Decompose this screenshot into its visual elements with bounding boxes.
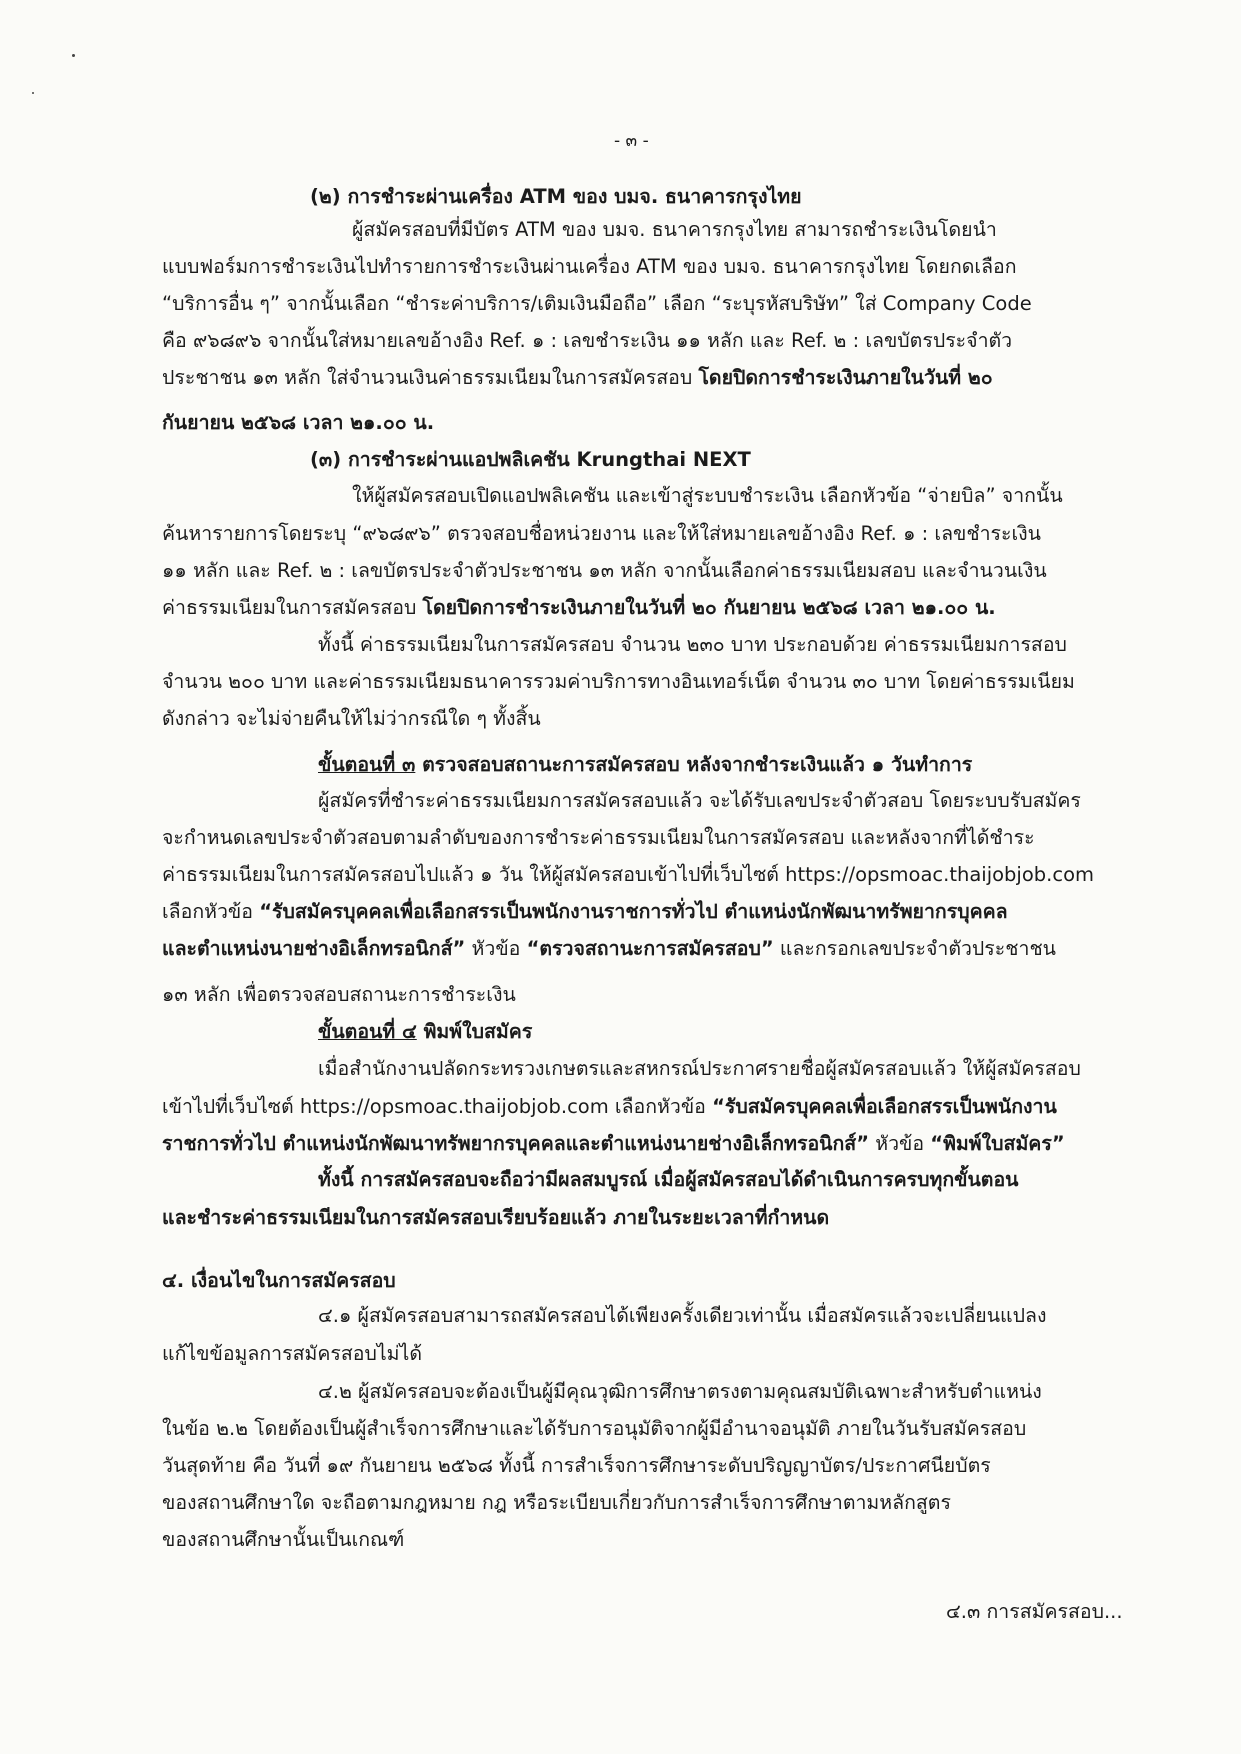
text-run: เข้าไปที่เว็บไซต์ https://opsmoac.thaijobjob.com เลือกหัวข้อ (162, 1095, 713, 1118)
step-title: พิมพ์ใบสมัคร (416, 1020, 533, 1043)
scan-speck (72, 54, 75, 57)
deadline-text: กันยายน ๒๕๖๘ เวลา ๒๑.๐๐ น. (162, 411, 435, 434)
topic-title: “รับสมัครบุคคลเพื่อเลือกสรรเป็นพนักงาน (712, 1095, 1057, 1118)
topic-title: “รับสมัครบุคคลเพื่อเลือกสรรเป็นพนักงานราชการทั่วไป ตำแหน่งนักพัฒนาทรัพยากรบุคคล (259, 900, 1008, 923)
page-number: - ๓ - (614, 131, 649, 151)
paragraph-line: ให้ผู้สมัครสอบเปิดแอปพลิเคชัน และเข้าสู่ระบบชำระเงิน เลือกหัวข้อ “จ่ายบิล” จากนั้น (352, 484, 1063, 507)
text-run: ประชาชน ๑๓ หลัก ใส่จำนวนเงินค่าธรรมเนียมในการสมัครสอบ (162, 366, 699, 389)
deadline-text: โดยปิดการชำระเงินภายในวันที่ ๒๐ (698, 366, 993, 389)
paragraph-line: ทั้งนี้ การสมัครสอบจะถือว่ามีผลสมบูรณ์ เมื่อผู้สมัครสอบได้ดำเนินการครบทุกขั้นตอน (318, 1168, 1019, 1191)
paragraph-line: ๔.๑ ผู้สมัครสอบสามารถสมัครสอบได้เพียงครั้งเดียวเท่านั้น เมื่อสมัครแล้วจะเปลี่ยนแปลง (318, 1304, 1047, 1327)
paragraph-line: ผู้สมัครสอบที่มีบัตร ATM ของ บมจ. ธนาคารกรุงไทย สามารถชำระเงินโดยนำ (352, 218, 997, 241)
paragraph-line: เมื่อสำนักงานปลัดกระทรวงเกษตรและสหกรณ์ประกาศรายชื่อผู้สมัครสอบแล้ว ให้ผู้สมัครสอบ (318, 1057, 1081, 1080)
paragraph-line: วันสุดท้าย คือ วันที่ ๑๙ กันยายน ๒๕๖๘ ทั้งนี้ การสำเร็จการศึกษาระดับปริญญาบัตร/ประกาศนียบัตร (162, 1454, 991, 1477)
step-title: ตรวจสอบสถานะการสมัครสอบ หลังจากชำระเงินแล้ว ๑ วันทำการ (415, 753, 973, 776)
paragraph-line: ในข้อ ๒.๒ โดยต้องเป็นผู้สำเร็จการศึกษาและได้รับการอนุมัติจากผู้มีอำนาจอนุมัติ ภายในวันรับสมัครสอบ (162, 1417, 1027, 1440)
step-label: ขั้นตอนที่ ๔ (318, 1020, 417, 1043)
topic-title: และตำแหน่งนายช่างอิเล็กทรอนิกส์” (162, 937, 466, 960)
paragraph-line: ผู้สมัครที่ชำระค่าธรรมเนียมการสมัครสอบแล้ว จะได้รับเลขประจำตัวสอบ โดยระบบรับสมัคร (318, 789, 1081, 812)
paragraph-line: ค้นหารายการโดยระบุ “๙๖๘๙๖” ตรวจสอบชื่อหน่วยงาน และให้ใส่หมายเลขอ้างอิง Ref. ๑ : เลขชำระเงิน (162, 522, 1042, 545)
topic-title: “ตรวจสถานะการสมัครสอบ” (526, 937, 774, 960)
section-heading-app: (๓) การชำระผ่านแอปพลิเคชัน Krungthai NEXT (310, 448, 751, 471)
paragraph-line: ๑๑ หลัก และ Ref. ๒ : เลขบัตรประจำตัวประชาชน ๑๓ หลัก จากนั้นเลือกค่าธรรมเนียมสอบ และจำนวนเงิน (162, 559, 1047, 582)
paragraph-line: จะกำหนดเลขประจำตัวสอบตามลำดับของการชำระค่าธรรมเนียมในการสมัครสอบ และหลังจากที่ได้ชำระ (162, 826, 1035, 849)
section-4-heading: ๔. เงื่อนไขในการสมัครสอบ (162, 1269, 396, 1292)
paragraph-line: แก้ไขข้อมูลการสมัครสอบไม่ได้ (162, 1342, 422, 1365)
continuation-text: ๔.๓ การสมัครสอบ... (946, 1600, 1123, 1623)
paragraph-line (162, 593, 996, 623)
paragraph-line: ของสถานศึกษานั้นเป็นเกณฑ์ (162, 1528, 405, 1551)
paragraph-line: ๔.๒ ผู้สมัครสอบจะต้องเป็นผู้มีคุณวุฒิการศึกษาตรงตามคุณสมบัติเฉพาะสำหรับตำแหน่ง (318, 1380, 1042, 1403)
step-4-heading (318, 1017, 532, 1047)
text-run: หัวข้อ (465, 937, 527, 960)
paragraph-line: “บริการอื่น ๆ” จากนั้นเลือก “ชำระค่าบริการ/เติมเงินมือถือ” เลือก “ระบุรหัสบริษัท” ใส่ Company Code (162, 292, 1032, 315)
step-label: ขั้นตอนที่ ๓ (318, 753, 416, 776)
scan-speck (32, 92, 34, 94)
topic-title: ราชการทั่วไป ตำแหน่งนักพัฒนาทรัพยากรบุคคลและตำแหน่งนายช่างอิเล็กทรอนิกส์” (162, 1132, 870, 1155)
paragraph-line: ทั้งนี้ ค่าธรรมเนียมในการสมัครสอบ จำนวน ๒๓๐ บาท ประกอบด้วย ค่าธรรมเนียมการสอบ (318, 633, 1067, 656)
paragraph-line: และชำระค่าธรรมเนียมในการสมัครสอบเรียบร้อยแล้ว ภายในระยะเวลาที่กำหนด (162, 1206, 830, 1229)
paragraph-line (162, 934, 1056, 964)
paragraph-line (162, 897, 1008, 927)
section-heading-atm: (๒) การชำระผ่านเครื่อง ATM ของ บมจ. ธนาคารกรุงไทย (310, 185, 802, 208)
paragraph-line (162, 363, 993, 393)
paragraph-line (162, 1092, 1057, 1122)
text-run: เลือกหัวข้อ (162, 900, 260, 923)
topic-title: “พิมพ์ใบสมัคร” (930, 1132, 1065, 1155)
step-3-heading (318, 750, 972, 780)
paragraph-line: ๑๓ หลัก เพื่อตรวจสอบสถานะการชำระเงิน (162, 983, 516, 1006)
paragraph-line: จำนวน ๒๐๐ บาท และค่าธรรมเนียมธนาคารรวมค่าบริการทางอินเทอร์เน็ต จำนวน ๓๐ บาท โดยค่าธรรมเนียม (162, 670, 1075, 693)
paragraph-line: คือ ๙๖๘๙๖ จากนั้นใส่หมายเลขอ้างอิง Ref. ๑ : เลขชำระเงิน ๑๑ หลัก และ Ref. ๒ : เลขบัตรประจำตัว (162, 329, 1013, 352)
paragraph-line: แบบฟอร์มการชำระเงินไปทำรายการชำระเงินผ่านเครื่อง ATM ของ บมจ. ธนาคารกรุงไทย โดยกดเลือก (162, 255, 1017, 278)
paragraph-line: ค่าธรรมเนียมในการสมัครสอบไปแล้ว ๑ วัน ให้ผู้สมัครสอบเข้าไปที่เว็บไซต์ https://opsmoac.thaijobjob.com (162, 863, 1095, 886)
paragraph-line: ดังกล่าว จะไม่จ่ายคืนให้ไม่ว่ากรณีใด ๆ ทั้งสิ้น (162, 707, 541, 730)
paragraph-line: ของสถานศึกษาใด จะถือตามกฎหมาย กฎ หรือระเบียบเกี่ยวกับการสำเร็จการศึกษาตามหลักสูตร (162, 1491, 951, 1514)
paragraph-line (162, 1129, 1065, 1159)
text-run: ค่าธรรมเนียมในการสมัครสอบ (162, 596, 423, 619)
deadline-text: โดยปิดการชำระเงินภายในวันที่ ๒๐ กันยายน ๒๕๖๘ เวลา ๒๑.๐๐ น. (422, 596, 996, 619)
text-run: และกรอกเลขประจำตัวประชาชน (773, 937, 1057, 960)
text-run: หัวข้อ (869, 1132, 931, 1155)
